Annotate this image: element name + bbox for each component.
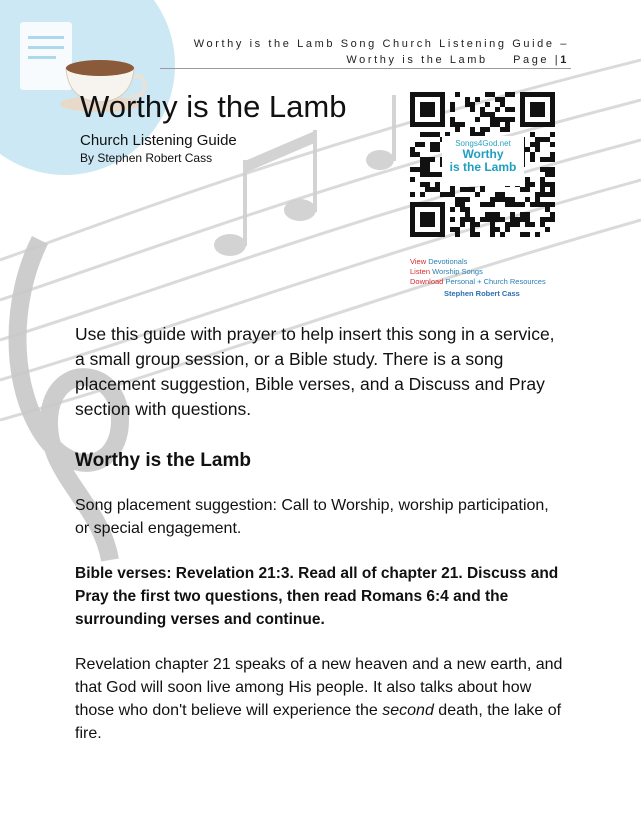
qr-block [410, 92, 560, 298]
qr-label [442, 136, 524, 186]
qr-link-verb: View [410, 257, 427, 266]
qr-link-download [410, 277, 560, 287]
qr-author: Stephen Robert Cass [444, 289, 520, 298]
qr-link-verb: Download [410, 277, 444, 286]
document-title: Worthy is the Lamb [80, 89, 347, 124]
qr-link-text: Personal + Church Resources [443, 277, 546, 286]
header-rule [160, 68, 571, 69]
placement-paragraph: Song placement suggestion: Call to Worship, worship participation, or special engagement. [75, 497, 549, 537]
main-content [75, 322, 565, 745]
title-block [80, 86, 380, 165]
qr-name-line-1: Worthy [462, 147, 504, 161]
qr-link-text: Devotionals [426, 257, 468, 266]
revelation-emphasis: second [382, 702, 434, 719]
qr-link-listen [410, 267, 560, 277]
qr-code[interactable] [410, 92, 555, 237]
qr-link-verb: Listen [410, 267, 431, 276]
header-line-2 [99, 52, 569, 68]
header-line-1: Worthy is the Lamb Song Church Listening Guide – [193, 38, 569, 50]
page-number: 1 [560, 54, 569, 66]
qr-name-line-2: is the Lamb [449, 160, 517, 174]
header-song: Worthy is the Lamb [346, 54, 488, 66]
document-icon [20, 22, 72, 90]
intro-paragraph: Use this guide with prayer to help insert this song in a service, a small group session, or a Bible study. There is a song placement suggestion, Bible verses, and a Discuss and Pray section with questions. [75, 324, 555, 419]
document-author: By Stephen Robert Cass [80, 151, 213, 165]
revelation-text-end: death, the lake of fire. [75, 702, 562, 742]
page-header [99, 36, 569, 68]
bible-verses-paragraph: Bible verses: Revelation 21:3. Read all of chapter 21. Discuss and Pray the first two questions, then read Romans 6:4 and the surrounding verses and continue. [75, 565, 559, 628]
document-subtitle: Church Listening Guide [80, 132, 237, 149]
section-heading: Worthy is the Lamb [75, 450, 251, 471]
revelation-text: Revelation chapter 21 speaks of a new heaven and a new earth, and that God will soon live among His people. It also talks about how those who don't believe will experience the [75, 656, 563, 719]
revelation-paragraph [75, 653, 565, 745]
qr-link-text: Worship Songs [430, 267, 483, 276]
page-label: Page | [513, 54, 561, 66]
qr-site: Songs4God.net [455, 139, 511, 148]
qr-links [410, 257, 560, 287]
qr-link-view [410, 257, 560, 267]
